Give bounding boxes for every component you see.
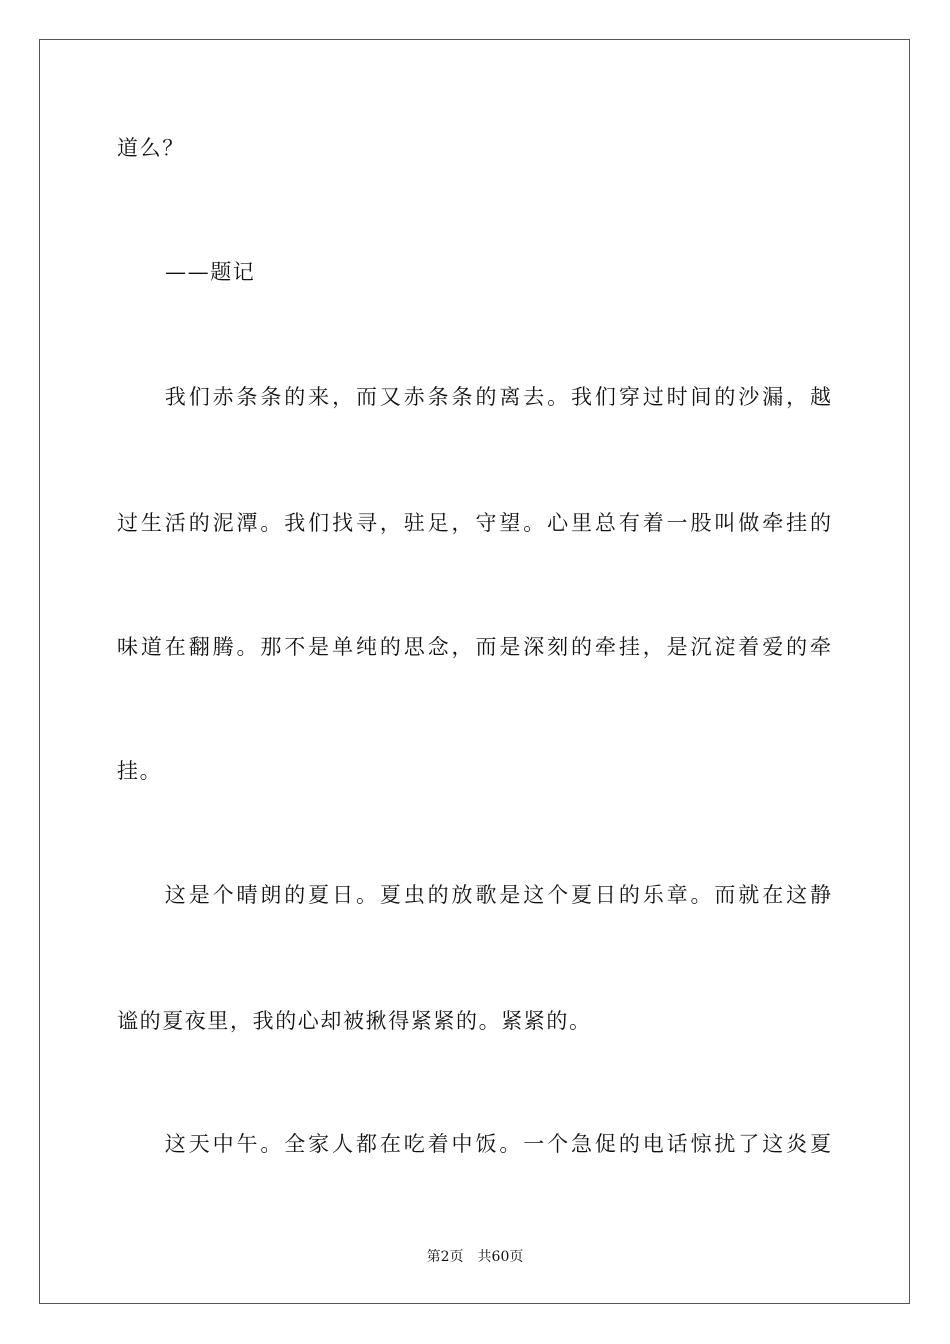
text-line-2: ——题记 — [165, 260, 256, 284]
text-line-6: 挂。 — [117, 759, 163, 783]
text-line-1: 道么？ — [117, 136, 185, 160]
page-footer: 第2页 共60页 — [426, 1249, 524, 1265]
page-frame — [39, 39, 910, 1304]
text-line-3: 我们赤条条的来，而又赤条条的离去。我们穿过时间的沙漏，越 — [117, 385, 831, 409]
text-line-4: 过生活的泥潭。我们找寻，驻足，守望。心里总有着一股叫做牵挂的 — [117, 511, 831, 535]
text-line-5: 味道在翻腾。那不是单纯的思念，而是深刻的牵挂，是沉淀着爱的牵 — [117, 635, 831, 659]
text-line-8: 谧的夏夜里，我的心却被揪得紧紧的。紧紧的。 — [117, 1009, 592, 1033]
text-line-7: 这是个晴朗的夏日。夏虫的放歌是这个夏日的乐章。而就在这静 — [117, 883, 831, 907]
text-line-9: 这天中午。全家人都在吃着中饭。一个急促的电话惊扰了这炎夏 — [117, 1132, 831, 1156]
